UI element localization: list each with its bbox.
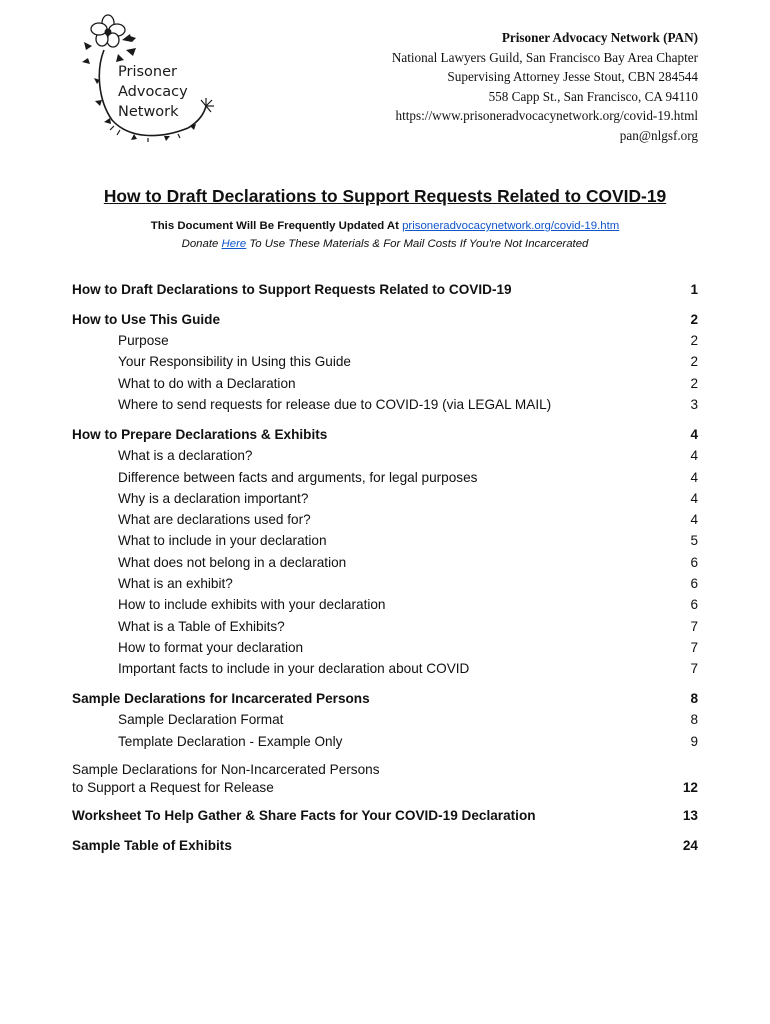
- donate-link[interactable]: Here: [221, 238, 247, 250]
- toc-entry-page: 6: [690, 576, 698, 592]
- toc-entry[interactable]: [72, 330, 698, 351]
- document-title: How to Draft Declarations to Support Requests Related to COVID-19: [103, 186, 667, 206]
- toc-entry-page: 4: [690, 512, 698, 528]
- toc-entry-page: 4: [690, 426, 698, 442]
- logo-text-line: Prisoner: [118, 64, 177, 80]
- org-address-block: [392, 28, 698, 146]
- donate-notice: [0, 238, 770, 250]
- toc-entry-label: What is a declaration?: [118, 448, 253, 464]
- toc-entry-label: How to format your declaration: [118, 639, 304, 655]
- toc-entry-page: 6: [690, 597, 698, 613]
- toc-entry[interactable]: [72, 658, 698, 679]
- toc-entry-label: How to Prepare Declarations & Exhibits: [72, 426, 328, 442]
- toc-entry-label: What is a Table of Exhibits?: [118, 618, 285, 634]
- toc-entry-page: 3: [690, 397, 698, 413]
- toc-entry-page: 5: [690, 533, 698, 549]
- toc-entry-label: How to include exhibits with your declaration: [118, 597, 386, 613]
- toc-entry[interactable]: [72, 530, 698, 551]
- toc-entry-page: 2: [690, 354, 698, 370]
- toc-entry-label: Important facts to include in your declaration about COVID: [118, 661, 470, 677]
- toc-entry-label: Where to send requests for release due to COVID-19 (via LEGAL MAIL): [118, 397, 552, 413]
- org-address: 558 Capp St., San Francisco, CA 94110: [488, 88, 698, 104]
- toc-entry-label: Worksheet To Help Gather & Share Facts for Your COVID-19 Declaration: [72, 808, 536, 824]
- toc-entry[interactable]: [72, 279, 698, 300]
- toc-entry-label: Sample Declarations for Incarcerated Persons: [72, 691, 370, 707]
- toc-entry-page: 12: [682, 779, 698, 795]
- toc-entry-page: 7: [690, 661, 698, 677]
- org-attorney: Supervising Attorney Jesse Stout, CBN 284544: [447, 69, 698, 85]
- toc-entry[interactable]: [72, 509, 698, 530]
- toc-entry-label: Your Responsibility in Using this Guide: [118, 354, 351, 370]
- logo-text: [118, 62, 188, 122]
- toc-entry-label: Sample Table of Exhibits: [72, 838, 232, 854]
- update-notice-text: This Document Will Be Frequently Updated At: [150, 220, 403, 232]
- toc-entry-label: How to Draft Declarations to Support Requests Related to COVID-19: [72, 282, 512, 297]
- toc-entry-page: 8: [690, 712, 698, 728]
- logo-text-line: Network: [118, 104, 179, 120]
- org-name: Prisoner Advocacy Network (PAN): [501, 30, 698, 45]
- toc-entry-label: Why is a declaration important?: [118, 490, 309, 506]
- toc-entry[interactable]: [72, 467, 698, 488]
- toc-entry-page: 4: [690, 490, 698, 506]
- update-notice: [0, 220, 770, 232]
- toc-entry-label: Sample Declaration Format: [118, 712, 284, 728]
- toc-entry[interactable]: [72, 709, 698, 730]
- toc-entry[interactable]: [72, 351, 698, 372]
- toc-entry[interactable]: [72, 552, 698, 573]
- toc-entry[interactable]: [72, 394, 698, 415]
- toc-entry-page: 24: [682, 838, 698, 854]
- toc-entry-label: How to Use This Guide: [72, 311, 221, 327]
- toc-entry[interactable]: [72, 616, 698, 637]
- toc-entry[interactable]: [72, 835, 698, 856]
- toc-entry-page: 7: [690, 618, 698, 634]
- toc-entry-label: What are declarations used for?: [118, 512, 311, 528]
- toc-entry-page: 4: [690, 469, 698, 485]
- toc-entry-label: Difference between facts and arguments, for legal purposes: [118, 469, 478, 485]
- toc-entry-page: 6: [690, 554, 698, 570]
- toc-entry[interactable]: [72, 805, 698, 826]
- toc-entry-page: 2: [690, 375, 698, 391]
- toc-entry-label: What is an exhibit?: [118, 576, 233, 592]
- org-email: pan@nlgsf.org: [619, 127, 698, 143]
- toc-entry[interactable]: [72, 309, 698, 330]
- toc-entry[interactable]: [72, 761, 698, 797]
- donate-before-text: Donate: [181, 238, 222, 250]
- toc-entry[interactable]: [72, 373, 698, 394]
- toc-entry-page: 7: [690, 639, 698, 655]
- toc-entry[interactable]: [72, 594, 698, 615]
- toc-entry-label: Template Declaration - Example Only: [118, 733, 343, 749]
- toc-entry-label: Purpose: [118, 333, 169, 349]
- toc-entry[interactable]: [72, 424, 698, 445]
- toc-entry[interactable]: [72, 445, 698, 466]
- toc-entry[interactable]: [72, 731, 698, 752]
- toc-entry-page: 9: [690, 733, 698, 749]
- toc-entry-label: What does not belong in a declaration: [118, 554, 347, 570]
- org-chapter: National Lawyers Guild, San Francisco Bay Area Chapter: [391, 49, 698, 65]
- toc-entry-page: 8: [690, 691, 698, 707]
- toc-entry[interactable]: [72, 573, 698, 594]
- covid-page-link[interactable]: prisoneradvocacynetwork.org/covid-19.htm: [402, 220, 620, 232]
- toc-entry-label: Sample Declarations for Non-Incarcerated Persons to Support a Request for Release: [72, 761, 380, 795]
- logo-text-line: Advocacy: [118, 84, 188, 100]
- table-of-contents: [72, 279, 698, 856]
- toc-entry-label: What to include in your declaration: [118, 533, 327, 549]
- toc-entry-page: 2: [690, 333, 698, 349]
- toc-entry[interactable]: [72, 688, 698, 709]
- pan-logo: [78, 10, 218, 142]
- donate-after-text: To Use These Materials & For Mail Costs If You're Not Incarcerated: [246, 238, 589, 250]
- toc-entry-page: 4: [690, 448, 698, 464]
- org-url: https://www.prisoneradvocacynetwork.org/covid-19.html: [395, 108, 698, 124]
- toc-entry-page: 1: [690, 282, 698, 297]
- toc-entry[interactable]: [72, 637, 698, 658]
- toc-entry[interactable]: [72, 488, 698, 509]
- toc-entry-page: 13: [682, 808, 698, 824]
- toc-entry-page: 2: [690, 311, 698, 327]
- toc-entry-label: What to do with a Declaration: [118, 375, 296, 391]
